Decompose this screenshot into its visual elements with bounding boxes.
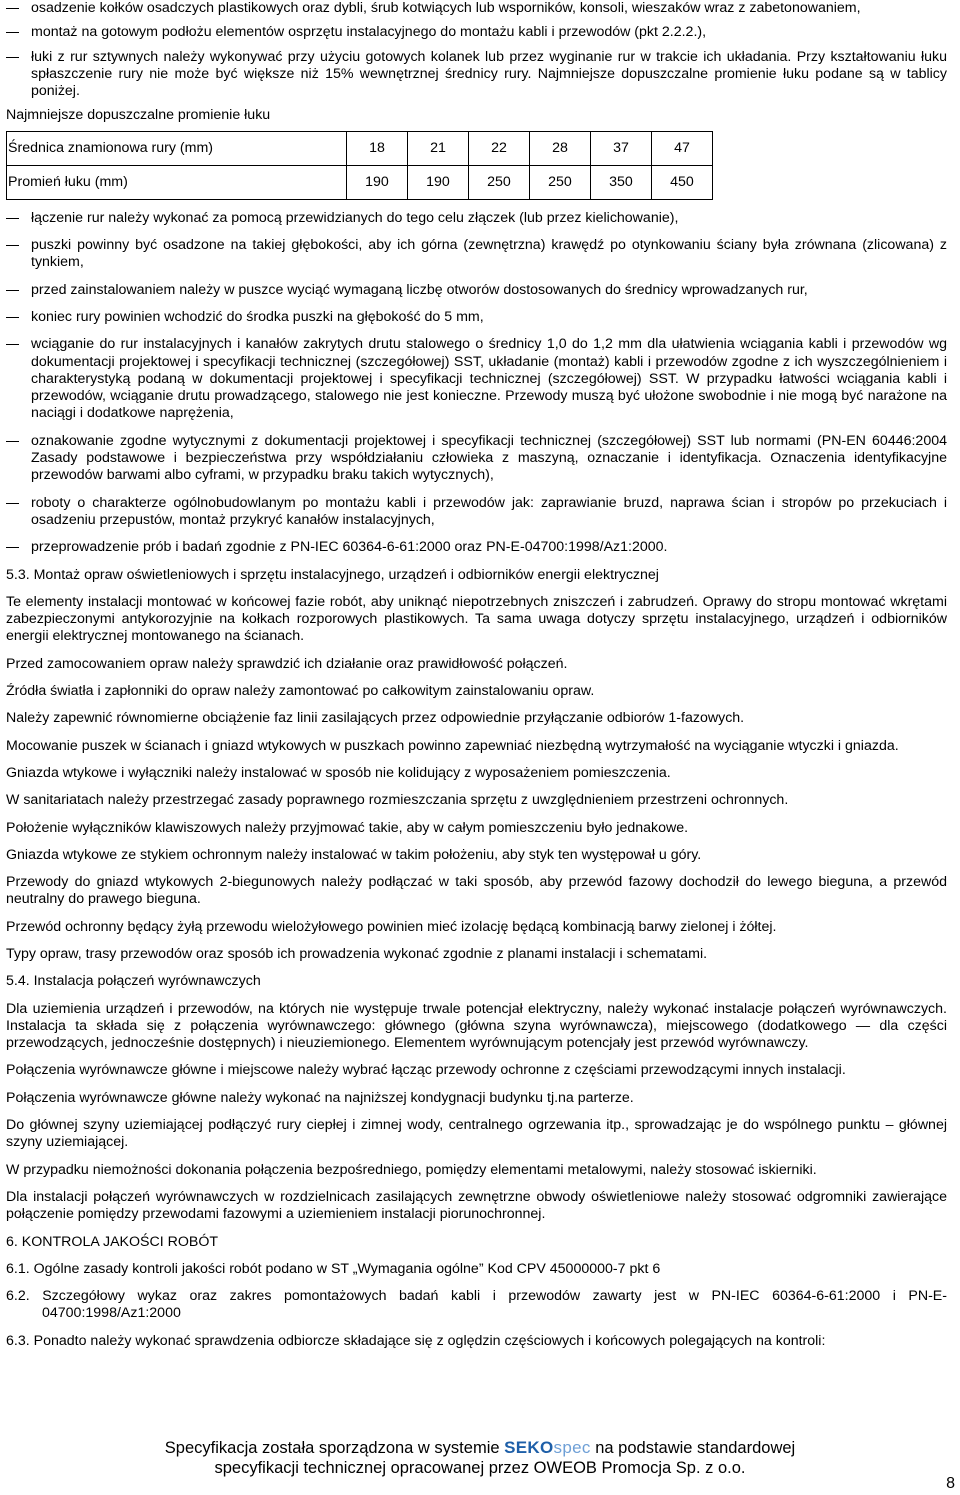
dash-bullet (6, 32, 19, 33)
list-item: przeprowadzenie prób i badań zgodnie z PN-IEC 60364-6-61:2000 oraz PN-E-04700:1998/Az1:2000. (6, 539, 947, 556)
list-item: łuki z rur sztywnych należy wykonywać przy użyciu gotowych kolanek lub przez wyginanie rur w trakcie ich układania. Przy kształtowaniu łuku spłaszczenie rury nie może być większe niż 15% wewnętrznej średnicy rury. Najmniejsze dopuszczalne promienie łuku podane są w tablicy poniżej. (6, 49, 947, 101)
numbered-item: 6.1. Ogólne zasady kontroli jakości robót podano w ST „Wymagania ogólne” Kod CPV 45000000-7 pkt 6 (6, 1260, 661, 1277)
page-footer: Specyfikacja została sporządzona w systemie SEKOspec na podstawie standardowej specyfikacji technicznej opracowanej przez OWEOB Promocja Sp. z o.o. (164, 1438, 796, 1477)
numbered-item: 6.2. Szczegółowy wykaz oraz zakres pomontażowych badań kabli i przewodów zawarty jest w PN-IEC 60364-6-61:2000 i PN-E-04700:1998/Az1:2000 (6, 1288, 947, 1322)
paragraph: Należy zapewnić równomierne obciążenie faz linii zasilających przez odpowiednie przyłączanie odbiorów 1-fazowych. (6, 710, 745, 727)
list-item: przed zainstalowaniem należy w puszce wyciąć wymaganą liczbę otworów dostosowanych do średnicy wprowadzanych rur, (6, 282, 947, 299)
list-item: łączenie rur należy wykonać za pomocą przewidzianych do tego celu złączek (lub przez kielichowanie), (6, 210, 947, 227)
list-item: roboty o charakterze ogólnobudowlanym po montażu kabli i przewodów jak: zaprawianie bruzd, naprawa ścian i stropów po przekuciach i osadzeniu przepustów, montaż przykryć kanałów instalacyjnych, (6, 495, 947, 530)
section-heading: 5.3. Montaż opraw oświetleniowych i sprzętu instalacyjnego, urządzeń i odbiorników energii elektrycznej (6, 566, 659, 583)
dash-bullet (6, 441, 19, 442)
paragraph: Dla uziemienia urządzeń i przewodów, na których nie występuje trwale potencjał elektryczny, należy wykonać instalacje połączeń wyrównawczych. Instalacja ta składa się z połączenia wyrównawczego: głównego (główna szyna wyrównawcza), miejscowego (dodatkowego — dla części przewodzących, jednocześnie dostępnych) i nieuziemionego. Elementem wyrównującym potencjały jest przewód wyrównawczy. (6, 1000, 947, 1052)
page-number: 8 (946, 1475, 955, 1492)
dash-bullet (6, 218, 19, 219)
paragraph: W sanitariatach należy przestrzegać zasady poprawnego rozmieszczania sprzętu z uwzględnieniem przestrzeni ochronnych. (6, 792, 789, 809)
list-item: puszki powinny być osadzone na takiej głębokości, aby ich górna (zewnętrzna) krawędź po otynkowaniu ściany była zrównana (zlicowana) z tynkiem, (6, 237, 947, 272)
paragraph: Typy opraw, trasy przewodów oraz sposób ich prowadzenia wykonać zgodnie z planami instalacji i schematami. (6, 945, 708, 962)
paragraph: Połączenia wyrównawcze główne i miejscowe należy wybrać łącząc przewody ochronne z częściami przewodzącymi innych instalacji. (6, 1062, 846, 1079)
table-caption: Najmniejsze dopuszczalne promienie łuku (6, 107, 271, 124)
dash-bullet (6, 8, 19, 9)
paragraph: Połączenia wyrównawcze główne należy wykonać na najniższej kondygnacji budynku tj.na parterze. (6, 1089, 634, 1106)
paragraph: Gniazda wtykowe ze stykiem ochronnym należy instalować w takim położeniu, aby styk ten występował u góry. (6, 846, 702, 863)
list-item: montaż na gotowym podłożu elementów osprzętu instalacyjnego do montażu kabli i przewodów (pkt 2.2.2.), (6, 24, 947, 41)
list-item: koniec rury powinien wchodzić do środka puszki na głębokość do 5 mm, (6, 309, 947, 326)
numbered-item: 6.3. Ponadto należy wykonać sprawdzenia odbiorcze składające się z oględzin częściowych i końcowych polegających na kontroli: (6, 1332, 826, 1349)
section-heading: 5.4. Instalacja połączeń wyrównawczych (6, 973, 261, 990)
list-item: osadzenie kołków osadczych plastikowych oraz dybli, śrub kotwiących lub wsporników, konsoli, wieszaków wraz z zabetonowaniem, (6, 0, 947, 17)
paragraph: Przewód ochronny będący żyłą przewodu wielożyłowego powinien mieć izolację będącą kombinacją barwy zielonej i żółtej. (6, 918, 777, 935)
dash-bullet (6, 245, 19, 246)
dash-bullet (6, 344, 19, 345)
paragraph: Źródła światła i zapłonniki do opraw należy zamontować po całkowitym zainstalowaniu opraw. (6, 683, 595, 700)
dash-bullet (6, 57, 19, 58)
paragraph: W przypadku niemożności dokonania połączenia bezpośredniego, pomiędzy elementami metalowymi, należy stosować iskierniki. (6, 1161, 817, 1178)
paragraph: Gniazda wtykowe i wyłączniki należy instalować w sposób nie kolidujący z wyposażeniem pomieszczenia. (6, 764, 671, 781)
list-item: wciąganie do rur instalacyjnych i kanałów zakrytych drutu stalowego o średnicy 1,0 do 1,2 mm dla ułatwienia wciągania kabli i przewodów wg dokumentacji projektowej i specyfikacji technicznej (szczegółowej) SST, układanie (montaż) kabli i przewodów zgodne z ich wyszczególnieniem i charakterystyką podaną w dokumentacji projektowej i specyfikacji technicznej (szczegółowej) SST. W przypadku łatwości wciągania kabli i przewodów, wciąganie drutu prowadzącego, stalowego nie jest konieczne. Przewody muszą być ułożone swobodnie i nie mogą być narażone na naciągi i dodatkowe naprężenia, (6, 336, 947, 422)
list-item: oznakowanie zgodne wytycznymi z dokumentacji projektowej i specyfikacji technicznej (szczegółowej) SST lub normami (PN-EN 60446:2004 Zasady podstawowe i bezpieczeństwa przy współdziałaniu człowieka z maszyną, oznaczanie i identyfikacja. Oznaczenia identyfikacyjne przewodów barwami albo cyframi, w przypadku braku takich wytycznych), (6, 433, 947, 485)
bend-radius-table (6, 131, 713, 200)
paragraph: Przewody do gniazd wtykowych 2-biegunowych należy podłączać w taki sposób, aby przewód fazowy dochodził do lewego bieguna, a przewód neutralny do prawego bieguna. (6, 874, 947, 908)
paragraph: Położenie wyłączników klawiszowych należy przyjmować takie, aby w całym pomieszczeniu było jednakowe. (6, 819, 689, 836)
paragraph: Dla instalacji połączeń wyrównawczych w rozdzielnicach zasilających zewnętrzne obwody oświetleniowe należy stosować odgromniki zawierające połączenie pomiędzy przewodami fazowymi a uziemieniem instalacji piorunochronnej. (6, 1188, 947, 1223)
paragraph: Te elementy instalacji montować w końcowej fazie robót, aby uniknąć niepotrzebnych zniszczeń i zabrudzeń. Oprawy do stropu montować wkrętami zabezpieczonymi antykorozyjnie na kołkach rozporowych plastikowych. Ta sama uwaga dotyczy sprzętu instalacyjnego, urządzeń i odbiorników energii elektrycznej montowanego na ścianach. (6, 593, 947, 645)
section-heading: 6. KONTROLA JAKOŚCI ROBÓT (6, 1233, 219, 1250)
sekospec-logo: SEKOspec (504, 1438, 591, 1457)
paragraph: Mocowanie puszek w ścianach i gniazd wtykowych w puszkach powinno zapewniać niezbędną wytrzymałość na wyciąganie wtyczki i gniazda. (6, 737, 899, 754)
dash-bullet (6, 317, 19, 318)
table-row: Promień łuku (mm) 190 190 250 250 350 450 (7, 165, 713, 199)
table-row: Średnica znamionowa rury (mm) 18 21 22 28 37 47 (7, 131, 713, 165)
dash-bullet (6, 290, 19, 291)
dash-bullet (6, 547, 19, 548)
dash-bullet (6, 503, 19, 504)
document-page (6, 0, 947, 1350)
paragraph: Przed zamocowaniem opraw należy sprawdzić ich działanie oraz prawidłowość połączeń. (6, 655, 568, 672)
paragraph: Do głównej szyny uziemiającej podłączyć rury ciepłej i zimnej wody, centralnego ogrzewania itp., sprowadzając je do wspólnego punktu – głównej szyny uziemiającej. (6, 1117, 947, 1151)
